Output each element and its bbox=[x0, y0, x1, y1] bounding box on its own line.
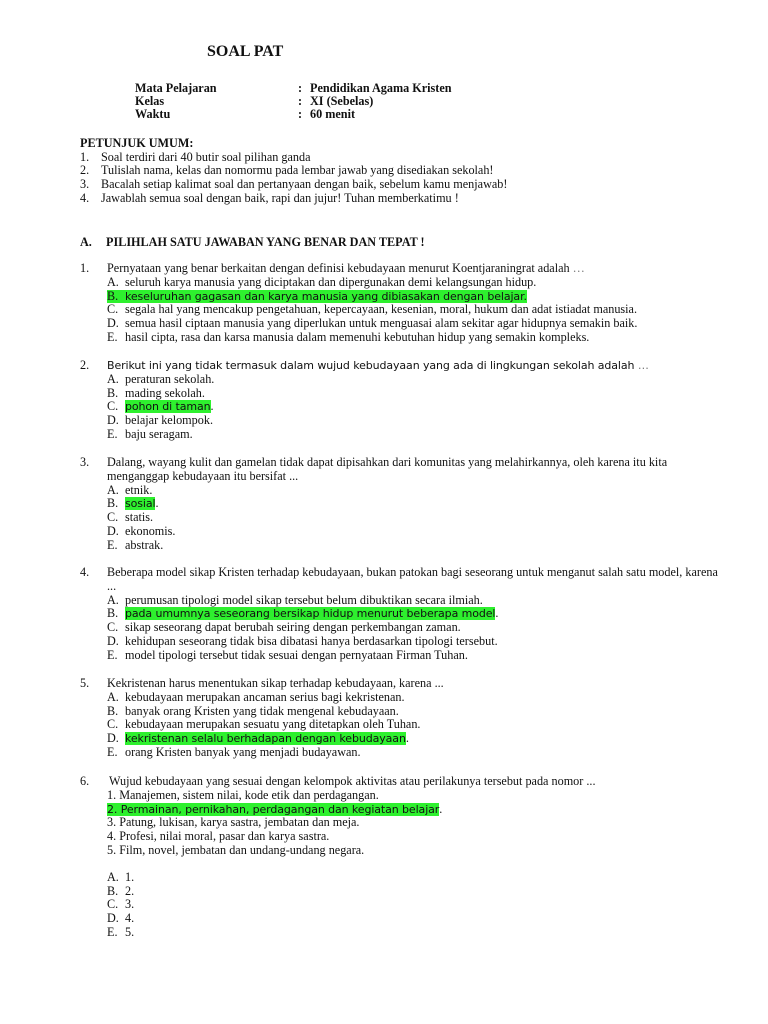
option-d[interactable] bbox=[107, 635, 720, 649]
question-number: 5. bbox=[80, 676, 90, 690]
option-letter: A. bbox=[107, 371, 119, 386]
question-text: Wujud kebudayaan yang sesuai dengan kelompok aktivitas atau perilakunya tersebut pada nomor ... bbox=[109, 774, 596, 788]
instruction-text: Bacalah setiap kalimat soal dan pertanyaan dengan baik, sebelum kamu menjawab! bbox=[101, 177, 508, 191]
question-number: 2. bbox=[80, 358, 90, 372]
question-number: 4. bbox=[80, 565, 90, 579]
meta-value: Pendidikan Agama Kristen bbox=[310, 81, 452, 95]
option-letter: E. bbox=[107, 647, 118, 662]
instruction-number: 4. bbox=[80, 191, 90, 205]
question-text bbox=[107, 262, 719, 276]
option-text-highlighted: pada umumnya seseorang bersikap hidup menurut beberapa model bbox=[125, 607, 496, 621]
question-1 bbox=[80, 262, 720, 345]
option-a[interactable] bbox=[107, 691, 720, 705]
option-letter: D. bbox=[107, 633, 119, 648]
option-letter: B. bbox=[107, 703, 119, 718]
option-letter: C. bbox=[107, 897, 119, 912]
question-5 bbox=[80, 677, 720, 760]
option-letter: B. bbox=[107, 606, 119, 621]
statement-item bbox=[107, 803, 720, 817]
question-text: Kekristenan harus menentukan sikap terhadap kebudayaan, karena ... bbox=[107, 676, 444, 690]
instruction-number: 2. bbox=[80, 163, 90, 177]
question-6 bbox=[80, 775, 720, 940]
option-c[interactable] bbox=[107, 400, 720, 414]
meta-value: 60 menit bbox=[310, 107, 356, 121]
meta-value: XI (Sebelas) bbox=[310, 94, 374, 108]
instructions-heading: PETUNJUK UMUM: bbox=[80, 136, 194, 150]
statement-item: 4. Profesi, nilai moral, pasar dan karya sastra. bbox=[107, 829, 330, 844]
option-b[interactable] bbox=[107, 705, 720, 719]
option-letter: C. bbox=[107, 302, 119, 317]
section-heading bbox=[80, 236, 425, 250]
option-text-highlighted: kekristenan selalu berhadapan dengan kebudayaan bbox=[125, 732, 406, 746]
option-letter: B. bbox=[107, 290, 125, 304]
option-letter: D. bbox=[107, 911, 119, 926]
option-text: orang Kristen banyak yang menjadi budayawan. bbox=[125, 744, 361, 759]
option-letter: D. bbox=[107, 316, 119, 331]
option-c[interactable] bbox=[107, 898, 720, 912]
statement-item: 3. Patung, lukisan, karya sastra, jembatan dan meja. bbox=[107, 815, 360, 830]
option-letter: E. bbox=[107, 537, 118, 552]
option-letter: A. bbox=[107, 482, 119, 497]
option-text: etnik. bbox=[125, 482, 153, 497]
option-c[interactable] bbox=[107, 718, 720, 732]
question-text: Beberapa model sikap Kristen terhadap kebudayaan, bukan patokan bagi seseorang untuk menganut salah satu model, karena ... bbox=[107, 565, 718, 593]
option-a[interactable] bbox=[107, 276, 720, 290]
meta-colon: : bbox=[298, 94, 303, 108]
option-b[interactable] bbox=[107, 497, 720, 511]
option-a[interactable] bbox=[107, 871, 720, 885]
option-e[interactable] bbox=[107, 428, 720, 442]
option-letter: E. bbox=[107, 924, 118, 939]
instruction-item bbox=[80, 192, 459, 206]
option-text-highlighted: pohon di taman bbox=[125, 400, 211, 414]
meta-label: Kelas bbox=[135, 94, 165, 108]
option-text: hasil cipta, rasa dan karsa manusia dalam memenuhi kebutuhan hidup yang semakin kompleks. bbox=[125, 329, 590, 344]
instruction-item bbox=[80, 178, 507, 192]
meta-label: Mata Pelajaran bbox=[135, 81, 217, 95]
option-letter: B. bbox=[107, 385, 119, 400]
statement-item: 1. Manajemen, sistem nilai, kode etik dan perdagangan. bbox=[107, 787, 379, 802]
option-text: 3. bbox=[125, 897, 135, 912]
option-punct: . bbox=[495, 606, 499, 621]
option-text: banyak orang Kristen yang tidak mengenal kebudayaan. bbox=[125, 703, 399, 718]
section-letter: A. bbox=[80, 235, 92, 249]
statement-punct: . bbox=[439, 801, 443, 816]
option-text: 1. bbox=[125, 869, 135, 884]
option-letter: E. bbox=[107, 329, 118, 344]
option-letter: C. bbox=[107, 510, 119, 525]
option-d[interactable] bbox=[107, 732, 720, 746]
meta-time bbox=[135, 108, 355, 122]
option-e[interactable] bbox=[107, 926, 720, 940]
instruction-number: 3. bbox=[80, 177, 90, 191]
option-text: semua hasil ciptaan manusia yang diperlukan untuk menguasai alam sekitar agar hidupnya semakin baik. bbox=[125, 316, 638, 331]
instruction-number: 1. bbox=[80, 150, 90, 164]
option-d[interactable] bbox=[107, 414, 720, 428]
option-punct: . bbox=[405, 731, 409, 746]
option-letter: A. bbox=[107, 689, 119, 704]
ellipsis: … bbox=[637, 359, 649, 372]
option-text: model tipologi tersebut tidak sesuai dengan pernyataan Firman Tuhan. bbox=[125, 647, 468, 662]
meta-colon: : bbox=[298, 107, 303, 121]
option-e[interactable] bbox=[107, 331, 720, 345]
option-e[interactable] bbox=[107, 649, 720, 663]
instruction-item bbox=[80, 164, 494, 178]
question-number: 6. bbox=[80, 774, 90, 788]
option-text: peraturan sekolah. bbox=[125, 371, 215, 386]
option-text: belajar kelompok. bbox=[125, 413, 213, 428]
question-text-body: Pernyataan yang benar berkaitan dengan definisi kebudayaan menurut Koentjaraningrat adalah bbox=[107, 261, 570, 275]
option-letter: B. bbox=[107, 883, 119, 898]
option-d[interactable] bbox=[107, 317, 720, 331]
question-2 bbox=[80, 359, 720, 442]
option-letter: A. bbox=[107, 869, 119, 884]
option-letter: C. bbox=[107, 399, 119, 414]
question-text: Dalang, wayang kulit dan gamelan tidak dapat dipisahkan dari komunitas yang melahirkannya, oleh karena itu kita menganggap kebudayaan itu bersifat ... bbox=[107, 455, 668, 483]
option-text: abstrak. bbox=[125, 537, 164, 552]
option-e[interactable] bbox=[107, 746, 720, 760]
option-a[interactable] bbox=[107, 373, 720, 387]
option-text: statis. bbox=[125, 510, 154, 525]
option-letter: D. bbox=[107, 523, 119, 538]
option-text: baju seragam. bbox=[125, 426, 193, 441]
option-letter: B. bbox=[107, 496, 119, 511]
option-text: 2. bbox=[125, 883, 135, 898]
option-a[interactable] bbox=[107, 594, 720, 608]
question-3 bbox=[80, 456, 720, 553]
statement-highlighted: 2. Permainan, pernikahan, perdagangan dan kegiatan belajar bbox=[107, 802, 440, 816]
instruction-text: Soal terdiri dari 40 butir soal pilihan ganda bbox=[101, 150, 311, 164]
option-text: 5. bbox=[125, 924, 135, 939]
option-d[interactable] bbox=[107, 525, 720, 539]
option-letter: D. bbox=[107, 731, 119, 746]
option-text: segala hal yang mencakup pengetahuan, kepercayaan, kesenian, moral, hukum dan adat istiadat manusia. bbox=[125, 302, 638, 317]
option-c[interactable] bbox=[107, 511, 720, 525]
option-text: kebudayaan merupakan ancaman serius bagi kekristenan. bbox=[125, 689, 405, 704]
document-title: SOAL PAT bbox=[207, 43, 284, 60]
option-c[interactable] bbox=[107, 303, 720, 317]
option-letter: C. bbox=[107, 620, 119, 635]
option-b[interactable] bbox=[107, 885, 720, 899]
option-text-highlighted: sosial bbox=[125, 497, 156, 511]
statement-item: 5. Film, novel, jembatan dan undang-undang negara. bbox=[107, 842, 365, 857]
option-a[interactable] bbox=[107, 484, 720, 498]
option-text: mading sekolah. bbox=[125, 385, 205, 400]
question-number: 3. bbox=[80, 455, 90, 469]
option-b[interactable] bbox=[107, 387, 720, 401]
option-punct: . bbox=[210, 399, 214, 414]
option-text: sikap seseorang dapat berubah seiring dengan perkembangan zaman. bbox=[125, 620, 461, 635]
option-text: perumusan tipologi model sikap tersebut belum dibuktikan secara ilmiah. bbox=[125, 592, 483, 607]
option-letter: E. bbox=[107, 744, 118, 759]
option-punct: . bbox=[155, 496, 159, 511]
option-e[interactable] bbox=[107, 539, 720, 553]
option-letter: A. bbox=[107, 592, 119, 607]
ellipsis: … bbox=[572, 261, 585, 275]
option-b[interactable] bbox=[107, 607, 720, 621]
option-letter: E. bbox=[107, 426, 118, 441]
option-b[interactable] bbox=[107, 290, 720, 304]
option-text: kebudayaan merupakan sesuatu yang ditetapkan oleh Tuhan. bbox=[125, 717, 421, 732]
question-text-body: Berikut ini yang tidak termasuk dalam wujud kebudayaan yang ada di lingkungan sekolah adalah bbox=[107, 359, 635, 372]
question-number: 1. bbox=[80, 261, 90, 275]
option-letter: D. bbox=[107, 413, 119, 428]
option-letter: C. bbox=[107, 717, 119, 732]
option-text: kehidupan seseorang tidak bisa dibatasi hanya berdasarkan tipologi tersebut. bbox=[125, 633, 498, 648]
meta-subject bbox=[135, 82, 452, 96]
question-4 bbox=[80, 566, 720, 663]
option-c[interactable] bbox=[107, 621, 720, 635]
option-d[interactable] bbox=[107, 912, 720, 926]
option-letter: A. bbox=[107, 274, 119, 289]
question-text bbox=[107, 359, 719, 373]
option-text: 4. bbox=[125, 911, 135, 926]
instruction-text: Tulislah nama, kelas dan nomormu pada lembar jawab yang disediakan sekolah! bbox=[101, 163, 494, 177]
meta-label: Waktu bbox=[135, 107, 171, 121]
option-text: seluruh karya manusia yang diciptakan dan dipergunakan demi kelangsungan hidup. bbox=[125, 274, 537, 289]
instruction-text: Jawablah semua soal dengan baik, rapi dan jujur! Tuhan memberkatimu ! bbox=[101, 191, 459, 205]
meta-colon: : bbox=[298, 81, 303, 95]
section-text: PILIHLAH SATU JAWABAN YANG BENAR DAN TEPAT ! bbox=[106, 235, 425, 249]
statement-list bbox=[107, 789, 720, 858]
option-text: ekonomis. bbox=[125, 523, 176, 538]
option-text-highlighted: keseluruhan gagasan dan karya manusia yang dibiasakan dengan belajar. bbox=[125, 289, 527, 303]
